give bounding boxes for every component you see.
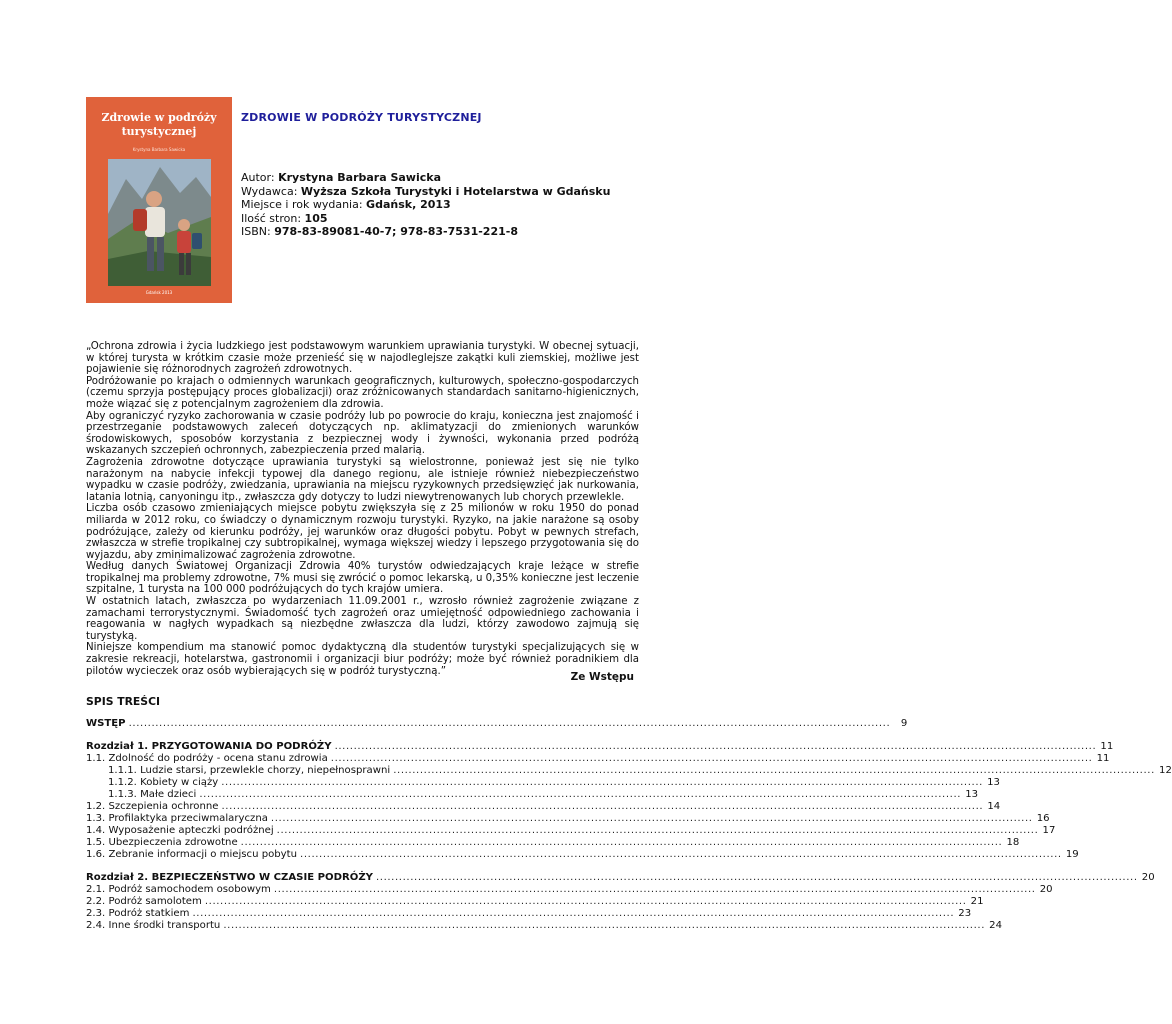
meta-line (241, 225, 610, 239)
quote-signature: Ze Wstępu (570, 671, 634, 683)
quote-paragraph: „Ochrona zdrowia i życia ludzkiego jest podstawowym warunkiem uprawiania turystyki. W obecnej sytuacji, w której turysta w krótkim czasie może przenieść się w najodleglejsze zakątki kuli ziemskiej, możliwe jest pojawienie się różnorodnych zagrożeń zdrowotnych. (86, 341, 639, 376)
toc-entry-label: 2.3. Podróż statkiem (86, 908, 190, 919)
toc-entry[interactable] (86, 777, 1000, 789)
toc-entry[interactable] (86, 872, 1155, 884)
toc-leader-dots: ........................................................................................................................................................................................................ (334, 741, 1097, 752)
meta-label: ISBN: (241, 225, 275, 238)
meta-line (241, 212, 610, 226)
toc-entry[interactable] (86, 884, 1053, 896)
toc-entry-page: 20 (1141, 872, 1155, 883)
toc-leader-dots: ........................................................................................................................................................................................................ (199, 789, 962, 800)
meta-value: Gdańsk, 2013 (366, 198, 451, 211)
quote-paragraph: Niniejsze kompendium ma stanowić pomoc dydaktyczną dla studentów turystyki specjalizujących się w zakresie rekreacji, hotelarstwa, gastronomii i organizacji biur podróży; może być również poradnikiem dla pilotów wycieczek oraz osób wybierających się w podróż turystyczną.” (86, 642, 639, 677)
toc-entry-label: Rozdział 2. BEZPIECZEŃSTWO W CZASIE PODRÓŻY (86, 872, 373, 883)
toc-entry-label: 2.2. Podróż samolotem (86, 896, 202, 907)
toc-entry-label: 1.1. Zdolność do podróży - ocena stanu zdrowia (86, 753, 328, 764)
toc-leader-dots: ........................................................................................................................................................................................................ (330, 753, 1093, 764)
toc-entry[interactable] (86, 825, 1056, 837)
toc-entry-page: 9 (900, 718, 908, 729)
meta-value: 105 (304, 211, 328, 225)
toc-entry-page: 13 (965, 789, 979, 800)
toc-entry-page: 11 (1096, 753, 1110, 764)
toc-entry[interactable] (86, 837, 1020, 849)
toc-entry-label: 1.1.1. Ludzie starsi, przewlekle chorzy, niepełnosprawni (108, 765, 391, 776)
toc-leader-dots: ........................................................................................................................................................................................................ (240, 837, 1003, 848)
toc-entry[interactable] (86, 765, 1172, 777)
toc-entry[interactable] (86, 908, 972, 920)
meta-label: Wydawca: (241, 184, 301, 198)
cover-title: Zdrowie w podróży turystycznej (101, 111, 217, 138)
toc-leader-dots: ........................................................................................................................................................................................................ (300, 849, 1062, 860)
meta-line (241, 198, 610, 212)
quote-paragraph: Podróżowanie po krajach o odmiennych warunkach geograficznych, kulturowych, społeczno-gospodarczych (czemu sprzyja postępujący proces globalizacji) oraz zróżnicowanych standardach sanitarno-higienicznych, może wiązać się z potencjalnym zagrożeniem dla zdrowia. (86, 375, 639, 410)
toc-entry[interactable] (86, 849, 1079, 861)
meta-label: Ilość stron: (241, 211, 305, 225)
toc-leader-dots: ........................................................................................................................................................................................................ (204, 896, 967, 907)
book-metadata (241, 171, 610, 239)
toc-entry-label: Rozdział 1. PRZYGOTOWANIA DO PODRÓŻY (86, 741, 332, 752)
toc-entry-page: 21 (970, 896, 984, 907)
toc-entry-page: 11 (1100, 741, 1114, 752)
toc-entry-label: 1.4. Wyposażenie apteczki podróżnej (86, 825, 274, 836)
toc-entry[interactable] (86, 741, 1114, 753)
book-cover (86, 97, 232, 303)
meta-line (241, 185, 610, 199)
toc-entry-label: 1.2. Szczepienia ochronne (86, 801, 219, 812)
toc-entry-label: 1.1.2. Kobiety w ciąży (108, 777, 219, 788)
toc-leader-dots: ........................................................................................................................................................................................................ (375, 872, 1138, 883)
cover-footer: Gdańsk 2013 (145, 290, 173, 295)
toc-entry-label: 1.1.3. Małe dzieci (108, 789, 197, 800)
toc-entry-page: 19 (1065, 849, 1079, 860)
toc-entry[interactable] (86, 920, 1003, 932)
quote-paragraph: W ostatnich latach, zwłaszcza po wydarzeniach 11.09.2001 r., wzrosło również zagrożenie związane z zamachami terrorystycznymi. Świadomość tych zagrożeń oraz umiejętność odpowiedniego zachowania i reagowania w nagłych wypadkach są niezbędne zwłaszcza dla ludzi, którzy zawodowo zajmują się turystyką. (86, 596, 639, 642)
quote-paragraph: Zagrożenia zdrowotne dotyczące uprawiania turystyki są wielostronne, ponieważ jest się nie tylko narażonym na nabycie infekcji typowej dla danego regionu, ale istnieje również niebezpieczeństwo wypadku w czasie podróży, zwiedzania, uprawiania na miejscu ryzykownych przedsięwzięć jak nurkowania, latania lotnią, canyoningu itp., zwłaszcza gdy dotyczy to ludzi niewytrenowanych lub chorych przewlekle. (86, 456, 639, 503)
toc-leader-dots: ........................................................................................................................................................................................................ (192, 908, 955, 919)
toc-entry[interactable] (86, 718, 908, 730)
toc-entry-label: 1.5. Ubezpieczenia zdrowotne (86, 837, 238, 848)
cover-author: Krystyna Barbara Sawicka (132, 147, 186, 152)
toc-entry-page: 12 (1159, 765, 1172, 776)
toc-entry-page: 18 (1006, 837, 1020, 848)
toc-entry-page: 16 (1036, 813, 1050, 824)
toc-entry-label: 1.6. Zebranie informacji o miejscu pobytu (86, 849, 298, 860)
toc-leader-dots: ........................................................................................................................................................................................................ (270, 813, 1033, 824)
meta-value: 978-83-89081-40-7; 978-83-7531-221-8 (274, 225, 518, 238)
book-title: ZDROWIE W PODRÓŻY TURYSTYCZNEJ (241, 111, 482, 124)
toc-entry-label: 2.1. Podróż samochodem osobowym (86, 884, 271, 895)
toc-entry-page: 24 (989, 920, 1003, 931)
toc-leader-dots: ........................................................................................................................................................................................................ (223, 920, 986, 931)
toc-entry-label: 1.3. Profilaktyka przeciwmalaryczna (86, 813, 268, 824)
quote-paragraph: Aby ograniczyć ryzyko zachorowania w czasie podróży lub po powrocie do kraju, konieczna jest znajomość i przestrzeganie podstawowych zaleceń dotyczących np. aklimatyzacji do zmienionych warunków środowiskowych, sposobów korzystania z bezpiecznej wody i żywności, wykonania przed podróżą wskazanych szczepień ochronnych, zabezpieczenia przed malarią. (86, 410, 639, 457)
toc-title: SPIS TREŚCI (86, 695, 161, 708)
meta-value: Krystyna Barbara Sawicka (278, 171, 441, 184)
toc-entry-label: WSTĘP (86, 718, 126, 729)
meta-value: Wyższa Szkoła Turystyki i Hotelarstwa w Gdańsku (300, 184, 611, 198)
toc-leader-dots: ........................................................................................................................................................................................................ (393, 765, 1155, 776)
toc-entry-label: 2.4. Inne środki transportu (86, 920, 221, 931)
quote-paragraph: Według danych Światowej Organizacji Zdrowia 40% turystów odwiedzających kraje leżące w strefie tropikalnej ma problemy zdrowotne, 7% musi się zwrócić o pomoc lekarską, u 0,35% konieczne jest leczenie szpitalne, 1 turysta na 100 000 podróżujących do tych krajów umiera. (86, 561, 640, 596)
toc-entry-page: 14 (987, 801, 1001, 812)
toc-entry-page: 17 (1042, 825, 1056, 836)
toc-leader-dots: ........................................................................................................................................................................................................ (221, 777, 983, 788)
toc-entry-page: 13 (987, 777, 1000, 788)
toc-leader-dots: ........................................................................................................................................................................................................ (276, 825, 1039, 836)
quote-paragraph: Liczba osób czasowo zmieniających miejsce pobytu zwiększyła się z 25 milionów w roku 1950 do ponad miliarda w 2012 roku, co świadczy o dynamicznym rozwoju turystyki. Ryzyko, na jakie narażone są osoby podróżujące, zależy od kierunku podróży, jej warunków oraz długości pobytu. Pobyt w pewnych strefach, zwłaszcza w strefie tropikalnej czy subtropikalnej, wymaga większej wiedzy i lepszego przygotowania się do wyjazdu, aby zminimalizować zagrożenia zdrowotne. (86, 503, 639, 561)
toc-entry[interactable] (86, 801, 1001, 813)
toc-entry[interactable] (86, 813, 1050, 825)
toc-entry-page: 23 (958, 908, 972, 919)
toc-leader-dots: ........................................................................................................................................................................................................ (221, 801, 984, 812)
toc-entry[interactable] (86, 789, 979, 801)
meta-label: Miejsce i rok wydania: (241, 198, 367, 211)
toc-leader-dots: ........................................................................................................................................................................................................ (128, 718, 891, 729)
toc-leader-dots: ........................................................................................................................................................................................................ (273, 884, 1036, 895)
meta-label: Autor: (241, 171, 279, 184)
toc-entry-page: 20 (1039, 884, 1053, 895)
meta-line (241, 171, 610, 185)
toc-entry[interactable] (86, 896, 984, 908)
cover-photo (108, 159, 211, 286)
toc-entry[interactable] (86, 753, 1110, 765)
quote-body (86, 341, 639, 677)
